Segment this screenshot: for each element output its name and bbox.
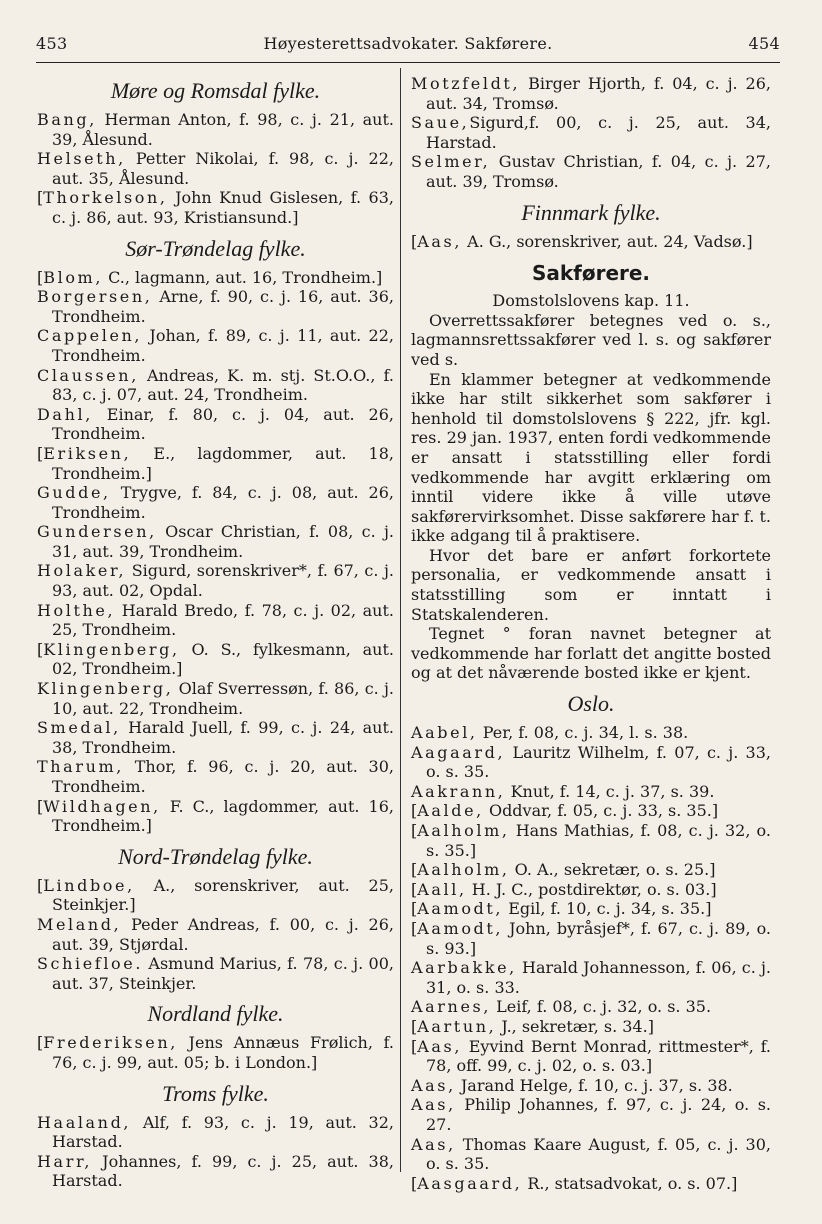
intro-paragraph: Tegnet ° foran navnet betegner at vedkommende har forlatt det angitte bosted og at det nåværende bosted ikke er kjent.: [411, 624, 771, 683]
list-item: Bang, Herman Anton, f. 98, c. j. 21, aut. 39, Ålesund.: [37, 110, 394, 149]
list-item: Aarbakke, Harald Johannesson, f. 06, c. j. 31, o. s. 33.: [411, 958, 771, 997]
list-item: [Lindboe, A., sorenskriver, aut. 25, Steinkjer.]: [37, 875, 394, 915]
list-item: [Aalde, Oddvar, f. 05, c. j. 33, s. 35.]: [411, 801, 719, 821]
list-item: [Klingenberg, O. S., fylkesmann, aut. 02, Trondheim.]: [37, 639, 394, 679]
list-item: Aagaard, Lauritz Wilhelm, f. 07, c. j. 33, o. s. 35.: [411, 742, 771, 782]
list-item: Smedal, Harald Juell, f. 99, c. j. 24, aut. 38, Trondheim.: [37, 718, 394, 757]
list-item: Helseth, Petter Nikolai, f. 98, c. j. 22, aut. 35, Ålesund.: [37, 149, 394, 188]
list-item: [Aas, A. G., sorenskriver, aut. 24, Vadsø.]: [411, 231, 753, 251]
list-item: Schiefloe. Asmund Marius, f. 78, c. j. 00, aut. 37, Steinkjer.: [37, 954, 394, 993]
list-item: [Aartun, J., sekretær, s. 34.]: [411, 1016, 654, 1036]
running-title: Høyesterettsadvokater. Sakførere.: [263, 34, 553, 53]
list-item: Holthe, Harald Bredo, f. 78, c. j. 02, aut. 25, Trondheim.: [37, 600, 394, 640]
page-number-left: 453: [36, 34, 68, 53]
list-item: [Aasgaard, R., statsadvokat, o. s. 07.]: [411, 1173, 738, 1193]
list-item: Holaker, Sigurd, sorenskriver*, f. 67, c. j. 93, aut. 02, Opdal.: [37, 561, 394, 601]
chapter-subtitle: Domstolslovens kap. 11.: [492, 291, 690, 311]
list-item: [Aamodt, John, byråsjef*, f. 67, c. j. 89, o. s. 93.]: [411, 918, 771, 958]
list-item: [Aamodt, Egil, f. 10, c. j. 34, s. 35.]: [411, 899, 712, 919]
list-item: Cappelen, Johan, f. 89, c. j. 11, aut. 22, Trondheim.: [37, 326, 394, 365]
list-item: Aabel, Per, f. 08, c. j. 34, l. s. 38.: [411, 723, 689, 743]
list-item: Dahl, Einar, f. 80, c. j. 04, aut. 26, Trondheim.: [37, 404, 394, 444]
list-item: Harr, Johannes, f. 99, c. j. 25, aut. 38, Harstad.: [37, 1151, 394, 1191]
list-item: [Blom, C., lagmann, aut. 16, Trondheim.]: [37, 267, 383, 287]
list-item: Aas, Jarand Helge, f. 10, c. j. 37, s. 38.: [411, 1075, 733, 1095]
list-item: [Aalholm, Hans Mathias, f. 08, c. j. 32, o. s. 35.]: [411, 821, 771, 860]
page-header: [36, 34, 780, 56]
section-heading: Nordland fylke.: [147, 1001, 284, 1027]
list-item: Saue,Sigurd,f. 00, c. j. 25, aut. 34, Harstad.: [411, 113, 771, 152]
list-item: Motzfeldt, Birger Hjorth, f. 04, c. j. 26, aut. 34, Tromsø.: [411, 74, 771, 113]
list-item: [Aalholm, O. A., sekretær, o. s. 25.]: [411, 860, 716, 880]
list-item: Meland, Peder Andreas, f. 00, c. j. 26, aut. 39, Stjørdal.: [37, 914, 394, 954]
chapter-heading: Sakførere.: [531, 261, 651, 286]
section-heading: Oslo.: [567, 691, 615, 717]
list-item: Borgersen, Arne, f. 90, c. j. 16, aut. 36, Trondheim.: [37, 287, 394, 326]
column-rule: [400, 68, 401, 1172]
list-item: Haaland, Alf, f. 93, c. j. 19, aut. 32, Harstad.: [37, 1112, 394, 1152]
list-item: Gudde, Trygve, f. 84, c. j. 08, aut. 26, Trondheim.: [37, 483, 394, 522]
list-item: Aarnes, Leif, f. 08, c. j. 32, o. s. 35.: [411, 997, 712, 1017]
section-heading: Finnmark fylke.: [521, 199, 661, 225]
list-item: Gundersen, Oscar Christian, f. 08, c. j. 31, aut. 39, Trondheim.: [37, 522, 394, 561]
right-column: [411, 74, 771, 1193]
header-rule: [36, 62, 780, 63]
section-heading: Møre og Romsdal fylke.: [110, 78, 321, 103]
list-item: Klingenberg, Olaf Sverressøn, f. 86, c. j. 10, aut. 22, Trondheim.: [37, 679, 394, 718]
list-item: [Aas, Eyvind Bernt Monrad, rittmester*, f. 78, off. 99, c. j. 02, o. s. 03.]: [411, 1036, 771, 1076]
list-item: [Wildhagen, F. C., lagdommer, aut. 16, Trondheim.]: [37, 796, 394, 836]
left-column: [37, 78, 394, 1191]
list-item: Aakrann, Knut, f. 14, c. j. 37, s. 39.: [411, 781, 715, 801]
intro-paragraph: En klammer betegner at vedkommende ikke har stilt sikkerhet som sakfører i henhold til domstolslovens § 222, jfr. kgl. res. 29 jan. 1937, enten fordi vedkommende er ansatt i statsstilling eller fordi vedkommende har avgitt erklæring om inntil videre ikke å ville utøve sakførervirksomhet. Disse sakførere har f. t. ikke adgang til å praktisere.: [411, 369, 771, 546]
list-item: [Thorkelson, John Knud Gislesen, f. 63, c. j. 86, aut. 93, Kristiansund.]: [37, 188, 394, 227]
list-item: Tharum, Thor, f. 96, c. j. 20, aut. 30, Trondheim.: [37, 757, 394, 796]
list-item: Selmer, Gustav Christian, f. 04, c. j. 27, aut. 39, Tromsø.: [411, 152, 771, 191]
section-heading: Nord-Trøndelag fylke.: [118, 843, 313, 869]
intro-paragraph: Hvor det bare er anført forkortete personalia, er vedkommende ansatt i statsstilling som er inntatt i Statskalenderen.: [411, 545, 771, 624]
section-heading: Troms fylke.: [162, 1080, 269, 1106]
intro-paragraph: Overrettssakfører betegnes ved o. s., lagmannsrettssakfører ved l. s. og sakfører ved s.: [411, 310, 771, 369]
list-item: Aas, Philip Johannes, f. 97, c. j. 24, o. s. 27.: [411, 1095, 771, 1134]
list-item: [Eriksen, E., lagdommer, aut. 18, Trondheim.]: [37, 443, 394, 483]
list-item: [Frederiksen, Jens Annæus Frølich, f. 76, c. j. 99, aut. 05; b. i London.]: [37, 1033, 394, 1072]
section-heading: Sør-Trøndelag fylke.: [125, 235, 306, 261]
list-item: Aas, Thomas Kaare August, f. 05, c. j. 30, o. s. 35.: [411, 1134, 771, 1174]
list-item: Claussen, Andreas, K. m. stj. St.O.O., f. 83, c. j. 07, aut. 24, Trondheim.: [37, 365, 394, 405]
list-item: [Aall, H. J. C., postdirektør, o. s. 03.]: [411, 879, 717, 899]
page-number-right: 454: [748, 34, 780, 53]
